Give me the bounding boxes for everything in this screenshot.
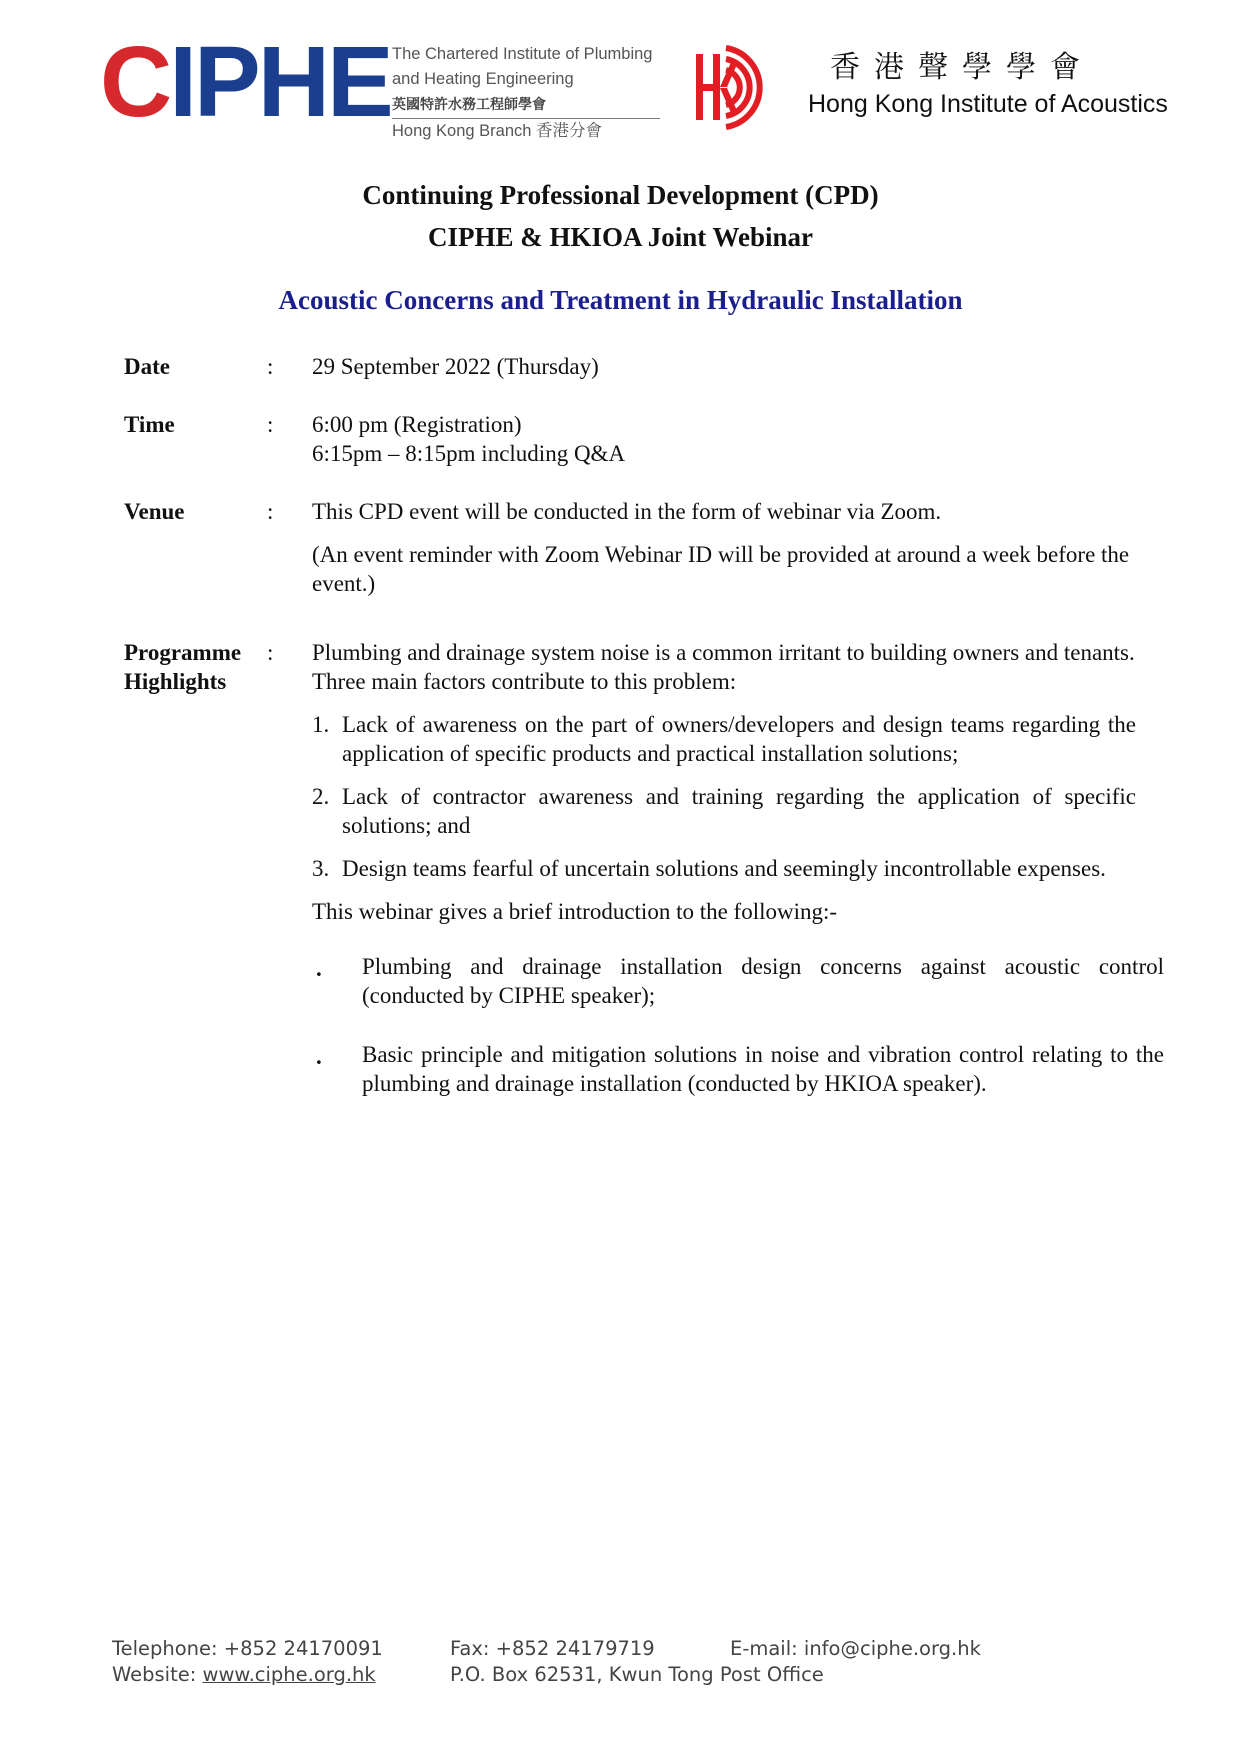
letterhead <box>0 0 1241 150</box>
title-cpd: Continuing Professional Development (CPD) <box>362 180 879 210</box>
webinar-topic-title: Acoustic Concerns and Treatment in Hydraulic Installation <box>278 285 963 315</box>
programme-label-line1: Programme <box>124 640 242 665</box>
list-item <box>312 952 1164 1010</box>
footer-email[interactable]: E-mail: info@ciphe.org.hk <box>730 1637 981 1660</box>
programme-colon: : <box>267 640 274 665</box>
list-item <box>312 854 1136 883</box>
list-item <box>312 782 1136 840</box>
list-item-text: Basic principle and mitigation solutions in noise and vibration control relating to the plumbing and drainage installation (conducted by HKIOA speaker). <box>362 1042 1164 1096</box>
time-value <box>312 410 1164 468</box>
footer-col-left <box>112 1636 383 1688</box>
hkioa-logo-icon <box>692 40 782 135</box>
venue-reminder-note: (An event reminder with Zoom Webinar ID will be provided at around a week before the event.) <box>312 542 1130 596</box>
footer-col-right <box>730 1636 981 1662</box>
topic-bullet-list <box>312 952 1164 1098</box>
ciphe-letter-i: I <box>169 26 195 138</box>
ciphe-letter-h: H <box>257 26 327 138</box>
title-joint-webinar: CIPHE & HKIOA Joint Webinar <box>427 222 814 252</box>
website-link[interactable]: www.ciphe.org.hk <box>202 1663 376 1686</box>
ciphe-tagline-line2: and Heating Engineering <box>392 70 574 88</box>
list-item-text: Lack of awareness on the part of owners/developers and design teams regarding the application of specific products and practical installation solutions; <box>342 712 1136 766</box>
ciphe-letter-p: P <box>194 26 258 138</box>
footer-address: P.O. Box 62531, Kwun Tong Post Office <box>450 1663 824 1686</box>
date-label: Date <box>124 354 170 379</box>
list-item-number: 2. <box>312 784 330 809</box>
venue-value <box>312 497 1164 598</box>
ciphe-tagline-line1: The Chartered Institute of Plumbing <box>392 45 653 63</box>
list-item-text: Lack of contractor awareness and training regarding the application of specific solutions; and <box>342 784 1136 838</box>
venue-label: Venue <box>124 499 185 524</box>
list-item-text: Design teams fearful of uncertain solutions and seemingly incontrollable expenses. <box>342 856 1106 881</box>
time-session: 6:15pm – 8:15pm including Q&A <box>312 441 626 466</box>
hkioa-name-english: Hong Kong Institute of Acoustics <box>808 90 1168 118</box>
programme-label <box>124 638 264 696</box>
list-item <box>312 710 1136 768</box>
list-item-number: 3. <box>312 856 330 881</box>
bullets-intro: This webinar gives a brief introduction to the following:- <box>312 899 838 924</box>
time-colon: : <box>267 412 274 437</box>
footer-website <box>112 1662 383 1688</box>
ciphe-letter-e: E <box>326 26 391 138</box>
list-item-number: 1. <box>312 712 330 737</box>
ciphe-tagline-chinese: 英國特許水務工程師學會 <box>392 96 546 112</box>
bullet-icon: . <box>316 1044 322 1069</box>
programme-label-line2: Highlights <box>124 669 227 694</box>
date-value: 29 September 2022 (Thursday) <box>312 354 599 379</box>
footer-contact <box>0 1636 1241 1696</box>
document-titles <box>0 174 1241 258</box>
venue-description: This CPD event will be conducted in the form of webinar via Zoom. <box>312 499 942 524</box>
ciphe-tagline <box>392 42 660 144</box>
programme-value <box>312 638 1164 1128</box>
footer-fax: Fax: +852 24179719 <box>450 1637 655 1660</box>
list-item <box>312 1040 1164 1098</box>
ciphe-wordmark <box>100 26 391 138</box>
bullet-icon: . <box>316 956 322 981</box>
venue-colon: : <box>267 499 274 524</box>
hkioa-name-chinese: 香港聲學學會 <box>830 50 1094 85</box>
footer-website-label: Website: <box>112 1663 203 1686</box>
ciphe-letter-c: C <box>100 26 170 138</box>
time-label: Time <box>124 412 175 437</box>
list-item-text: Plumbing and drainage installation design concerns against acoustic control (conducted by CIPHE speaker); <box>362 954 1164 1008</box>
ciphe-tagline-branch: Hong Kong Branch 香港分會 <box>392 122 603 140</box>
footer-telephone: Telephone: +852 24170091 <box>112 1637 383 1660</box>
factor-list <box>312 710 1136 883</box>
programme-intro: Plumbing and drainage system noise is a common irritant to building owners and tenants. Three main factors contribute to this problem: <box>312 640 1135 694</box>
time-registration: 6:00 pm (Registration) <box>312 412 522 437</box>
date-colon: : <box>267 354 274 379</box>
ciphe-logo <box>100 26 660 140</box>
